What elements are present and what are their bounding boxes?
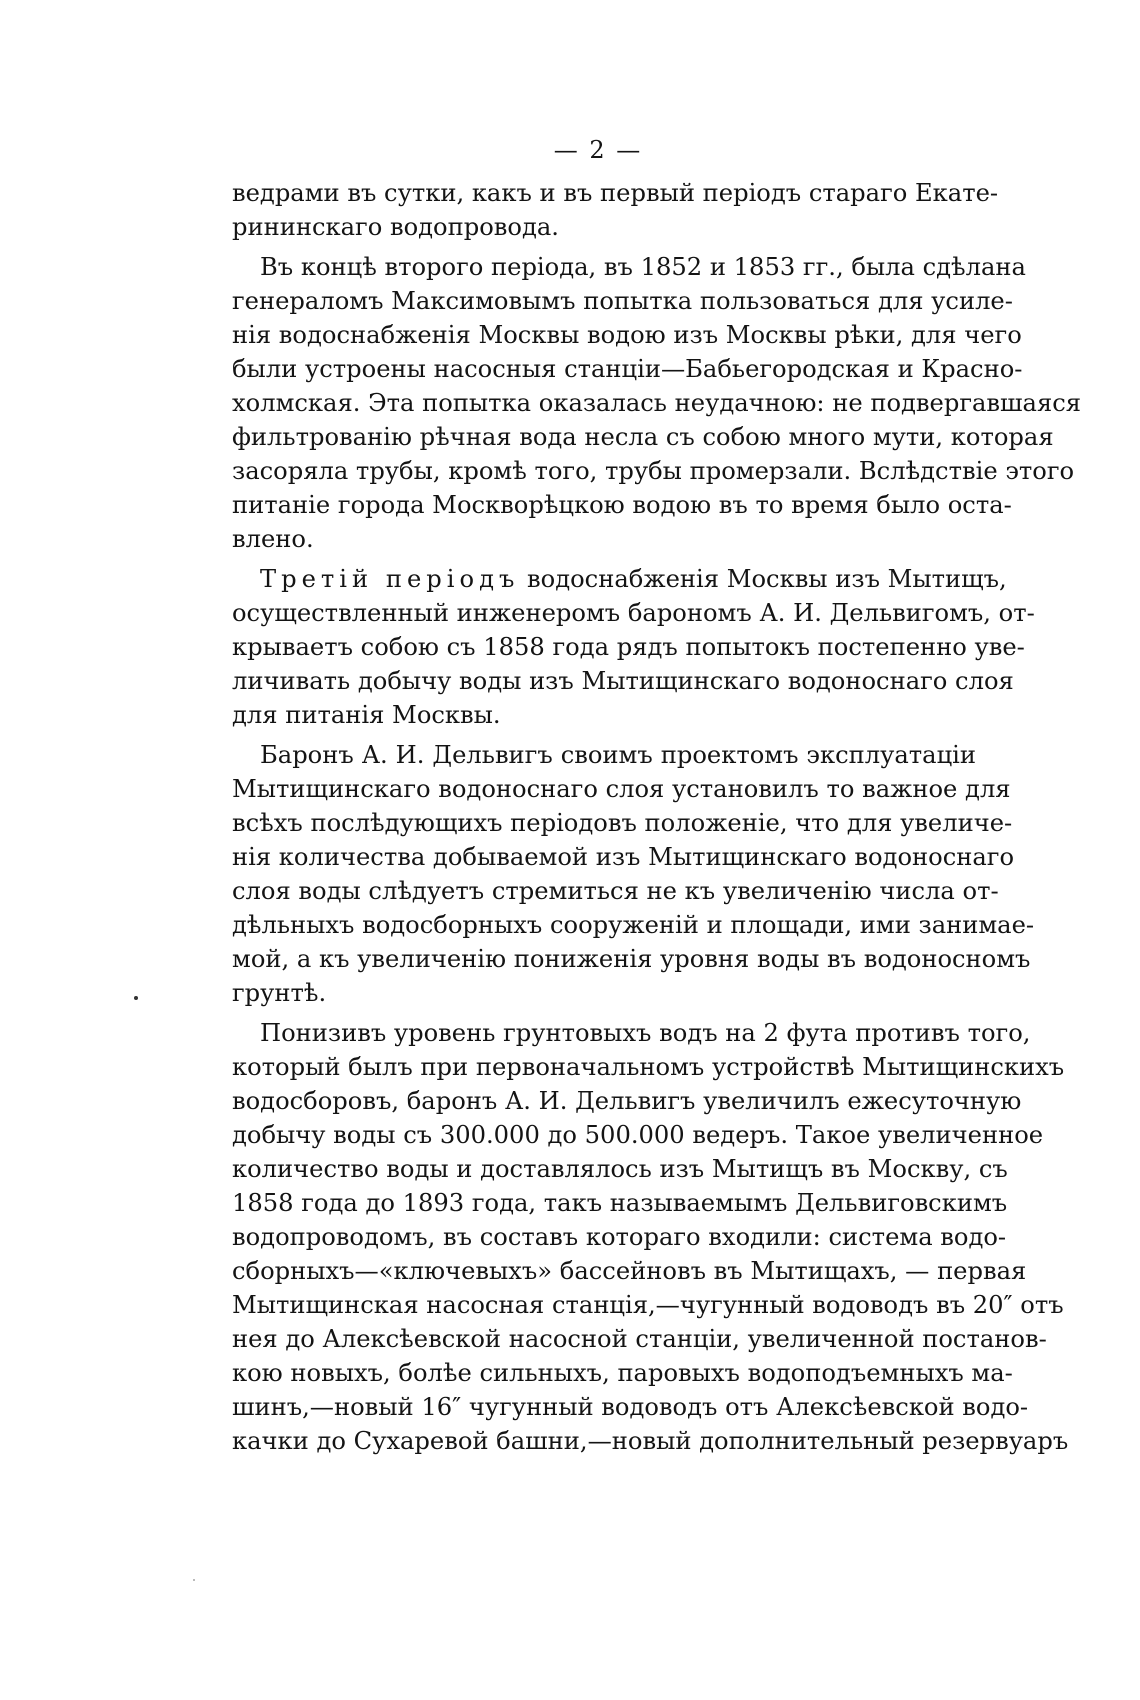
text-line: слоя воды слѣдуетъ стремиться не къ увеличенію числа от-: [232, 877, 999, 905]
text-line: водопроводомъ, въ составъ котораго входили: система водо-: [232, 1223, 1007, 1251]
text-line: Мытищинская насосная станція,—чугунный водоводъ въ 20″ отъ: [232, 1291, 1064, 1319]
text-line: ведрами въ сутки, какъ и въ первый періодъ стараго Екате-: [232, 179, 999, 207]
text-line: водосборовъ, баронъ А. И. Дельвигъ увеличилъ ежесуточную: [232, 1087, 1022, 1115]
text-line: засоряла трубы, кромѣ того, трубы промерзали. Вслѣдствіе этого: [232, 457, 1075, 485]
text-line: нея до Алексѣевской насосной станціи, увеличенной постанов-: [232, 1325, 1047, 1353]
text-line: Мытищинскаго водоноснаго слоя установилъ то важное для: [232, 775, 1011, 803]
text-line: генераломъ Максимовымъ попытка пользоваться для усиле-: [232, 287, 1013, 315]
text-line: личивать добычу воды изъ Мытищинскаго водоноснаго слоя: [232, 667, 1014, 695]
text-line: крываетъ собою съ 1858 года рядъ попытокъ постепенно уве-: [232, 633, 1025, 661]
paragraph-5: [232, 1016, 1069, 1458]
text-line: для питанія Москвы.: [232, 701, 501, 729]
text-line: добычу воды съ 300.000 до 500.000 ведеръ. Такое увеличенное: [232, 1121, 1044, 1149]
text-line: который былъ при первоначальномъ устройствѣ Мытищинскихъ: [232, 1053, 1065, 1081]
text-line: шинъ,—новый 16″ чугунный водоводъ отъ Алексѣевской водо-: [232, 1393, 1029, 1421]
text-line: фильтрованію рѣчная вода несла съ собою много мути, которая: [232, 423, 1054, 451]
paragraph-1: [232, 176, 999, 244]
text-line: Въ концѣ второго періода, въ 1852 и 1853 гг., была сдѣлана: [260, 253, 1026, 281]
text-line: Баронъ А. И. Дельвигъ своимъ проектомъ эксплуатаціи: [260, 741, 976, 769]
text-line: дѣльныхъ водосборныхъ сооруженій и площади, ими занимае-: [232, 911, 1035, 939]
text-line: были устроены насосныя станціи—Бабьегородская и Красно-: [232, 355, 1023, 383]
text-line: мой, а къ увеличенію пониженія уровня воды въ водоносномъ: [232, 945, 1031, 973]
scan-speck: [134, 996, 138, 1000]
text-line: питаніе города Москворѣцкою водою въ то время было оста-: [232, 491, 1012, 519]
paragraph-3: [232, 562, 1035, 732]
text-line: количество воды и доставлялось изъ Мытищъ въ Москву, съ: [232, 1155, 1008, 1183]
text-line: холмская. Эта попытка оказалась неудачною: не подвергавшаяся: [232, 389, 1082, 417]
text-line: нія водоснабженія Москвы водою изъ Москвы рѣки, для чего: [232, 321, 1022, 349]
text-line: [232, 562, 1007, 596]
paragraph-4: [232, 738, 1035, 1010]
spaced-lead: Третій періодъ: [260, 565, 520, 593]
text-line: сборныхъ—«ключевыхъ» бассейновъ въ Мытищахъ, — первая: [232, 1257, 1027, 1285]
text-line: кою новыхъ, болѣе сильныхъ, паровыхъ водоподъемныхъ ма-: [232, 1359, 1013, 1387]
text-line: 1858 года до 1893 года, такъ называемымъ Дельвиговскимъ: [232, 1189, 1008, 1217]
text-line: всѣхъ послѣдующихъ періодовъ положеніе, что для увеличе-: [232, 809, 1013, 837]
text-line: нія количества добываемой изъ Мытищинскаго водоноснаго: [232, 843, 1015, 871]
text-line: влено.: [232, 525, 314, 553]
page-number: — 2 —: [553, 136, 643, 164]
text-line-rest: водоснабженія Москвы изъ Мытищъ,: [519, 565, 1007, 593]
text-line: качки до Сухаревой башни,—новый дополнительный резервуаръ: [232, 1427, 1069, 1455]
text-line: осуществленный инженеромъ барономъ А. И. Дельвигомъ, от-: [232, 599, 1035, 627]
body-text: [232, 176, 1082, 1464]
scan-speck: [193, 1579, 195, 1581]
text-line: грунтѣ.: [232, 979, 327, 1007]
paragraph-2: [232, 250, 1082, 556]
text-line: рининскаго водопровода.: [232, 213, 559, 241]
text-line: Понизивъ уровень грунтовыхъ водъ на 2 фута противъ того,: [260, 1019, 1031, 1047]
